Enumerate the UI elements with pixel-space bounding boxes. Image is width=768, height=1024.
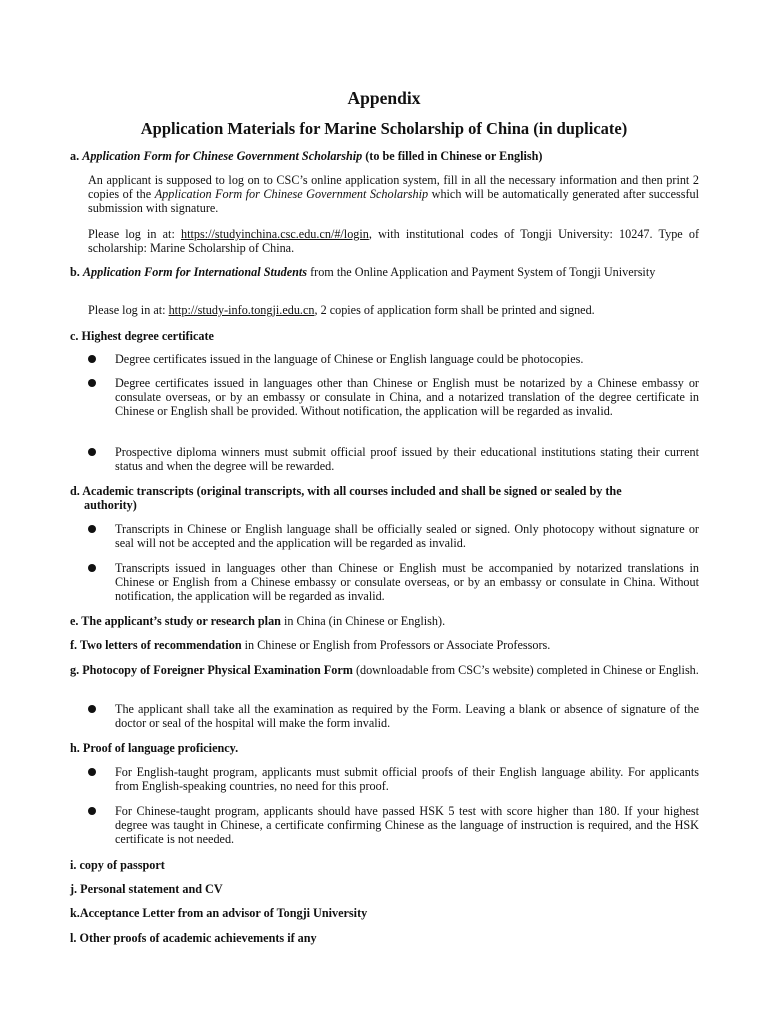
section-g-heading: g. Photocopy of Foreigner Physical Examination Form (downloadable from CSC’s website) completed in Chinese or English.: [70, 663, 699, 677]
section-a-label: Application Form for Chinese Government Scholarship: [82, 149, 363, 163]
bullet-icon: [88, 768, 96, 776]
document-page: Appendix Application Materials for Marine Scholarship of China (in duplicate) a. Application Form for Chinese Government Scholarship (to be filled in Chinese or English) An applicant is supposed to log on to CSC’s online application system, fill in all the necessary information and then print 2 copies of the Application Form for Chinese Government Scholarship which will be automatically generated after successful submission with signature. Please log in at: https://studyinchina.csc.edu.cn/#/login, with institutional codes of Tongji University: 10247. Type of scholarship: Marine Scholarship of China. b. Application Form for International Students from the Online Application and Payment System of Tongji University Please log in at: http://study-info.tongji.edu.cn, 2 copies of application form shall be printed and signed. c. Highest degree certificate Degree certificates issued in the language of Chinese or English language could be photocopies. Degree certificates issued in languages other than Chinese or English must be notarized by a Chinese embassy or consulate overseas, or by an embassy or consulate in China, and a notarized translation of the degree certificate in Chinese or English shall be provided. Without notification, the application will be regarded as invalid. Prospective diploma winners must submit official proof issued by their educational institutions stating their current status and when the degree will be rewarded. d. Academic transcripts (original transcripts, with all courses included and shall be signed or sealed by the authority) Transcripts in Chinese or English language shall be officially sealed or signed. Only photocopy without signature or seal will not be accepted and the application will be regarded as invalid. Transcripts issued in languages other than Chinese or English must be accompanied by notarized translations in Chinese or English from a Chinese embassy or consulate overseas, or by an embassy or consulate in China. Without notification, the application will be regarded as invalid. e. The applicant’s study or research plan in China (in Chinese or English). f. Two letters of recommendation in Chinese or English from Professors or Associate Professors. g. Photocopy of Foreigner Physical Examination Form (downloadable from CSC’s website) completed in Chinese or English. The applicant shall take all the examination as required by the Form. Leaving a blank or absence of signature of the doctor or seal of the hospital will make the form invalid. h. Proof of language proficiency. For English-taught program, applicants must submit official proofs of their English language ability. For applicants from English-speaking countries, no need for this proof. For Chinese-taught program, applicants should have passed HSK 5 test with score higher than 180. If your highest degree was taught in Chinese, a certificate confirming Chinese as the language of instruction is required, and the HSK certificate is not needed. i. copy of passport j. Personal statement and CV k.Acceptance Letter from an advisor of Tongji University l. Other proofs of academic achievements if any: [0, 0, 768, 1024]
section-b-heading: b. Application Form for International Students from the Online Application and Payment System of Tongji University: [70, 265, 656, 279]
bullet-icon: [88, 379, 96, 387]
bullet-icon: [88, 705, 96, 713]
section-b-paragraph: Please log in at: http://study-info.tongji.edu.cn, 2 copies of application form shall be printed and signed.: [88, 303, 595, 317]
section-a-paragraph-2: Please log in at: https://studyinchina.csc.edu.cn/#/login, with institutional codes of Tongji University: 10247. Type of scholarship: Marine Scholarship of China.: [88, 227, 700, 256]
section-e: e. The applicant’s study or research plan in China (in Chinese or English).: [70, 614, 446, 628]
bullet-icon: [88, 448, 96, 456]
section-l: l. Other proofs of academic achievements if any: [70, 931, 317, 945]
bullet-icon: [88, 564, 96, 572]
bullet-icon: [88, 807, 96, 815]
section-c-heading: c. Highest degree certificate: [70, 329, 214, 343]
page-title: Appendix: [347, 88, 421, 108]
section-d-heading: d. Academic transcripts (original transcripts, with all courses included and shall be signed or sealed by the authority): [70, 484, 622, 513]
csc-login-link[interactable]: https://studyinchina.csc.edu.cn/#/login: [181, 227, 369, 241]
tongji-login-link[interactable]: http://study-info.tongji.edu.cn: [168, 303, 315, 317]
section-k: k.Acceptance Letter from an advisor of Tongji University: [70, 906, 368, 920]
section-b-label: Application Form for International Students: [82, 265, 308, 279]
section-a-paragraph-1: An applicant is supposed to log on to CSC’s online application system, fill in all the necessary information and then print 2 copies of the Application Form for Chinese Government Scholarship which will be automatically generated after successful submission with signature.: [88, 173, 700, 216]
section-f: f. Two letters of recommendation in Chinese or English from Professors or Associate Professors.: [70, 638, 551, 652]
bullet-icon: [88, 355, 96, 363]
section-j: j. Personal statement and CV: [70, 882, 223, 896]
section-i: i. copy of passport: [70, 858, 165, 872]
page-subtitle: Application Materials for Marine Scholarship of China (in duplicate): [140, 119, 628, 138]
bullet-icon: [88, 525, 96, 533]
section-h-heading: h. Proof of language proficiency.: [70, 741, 239, 755]
section-a-note: (to be filled in Chinese or English): [365, 149, 543, 163]
section-a-heading: a. Application Form for Chinese Government Scholarship (to be filled in Chinese or English): [70, 149, 543, 163]
